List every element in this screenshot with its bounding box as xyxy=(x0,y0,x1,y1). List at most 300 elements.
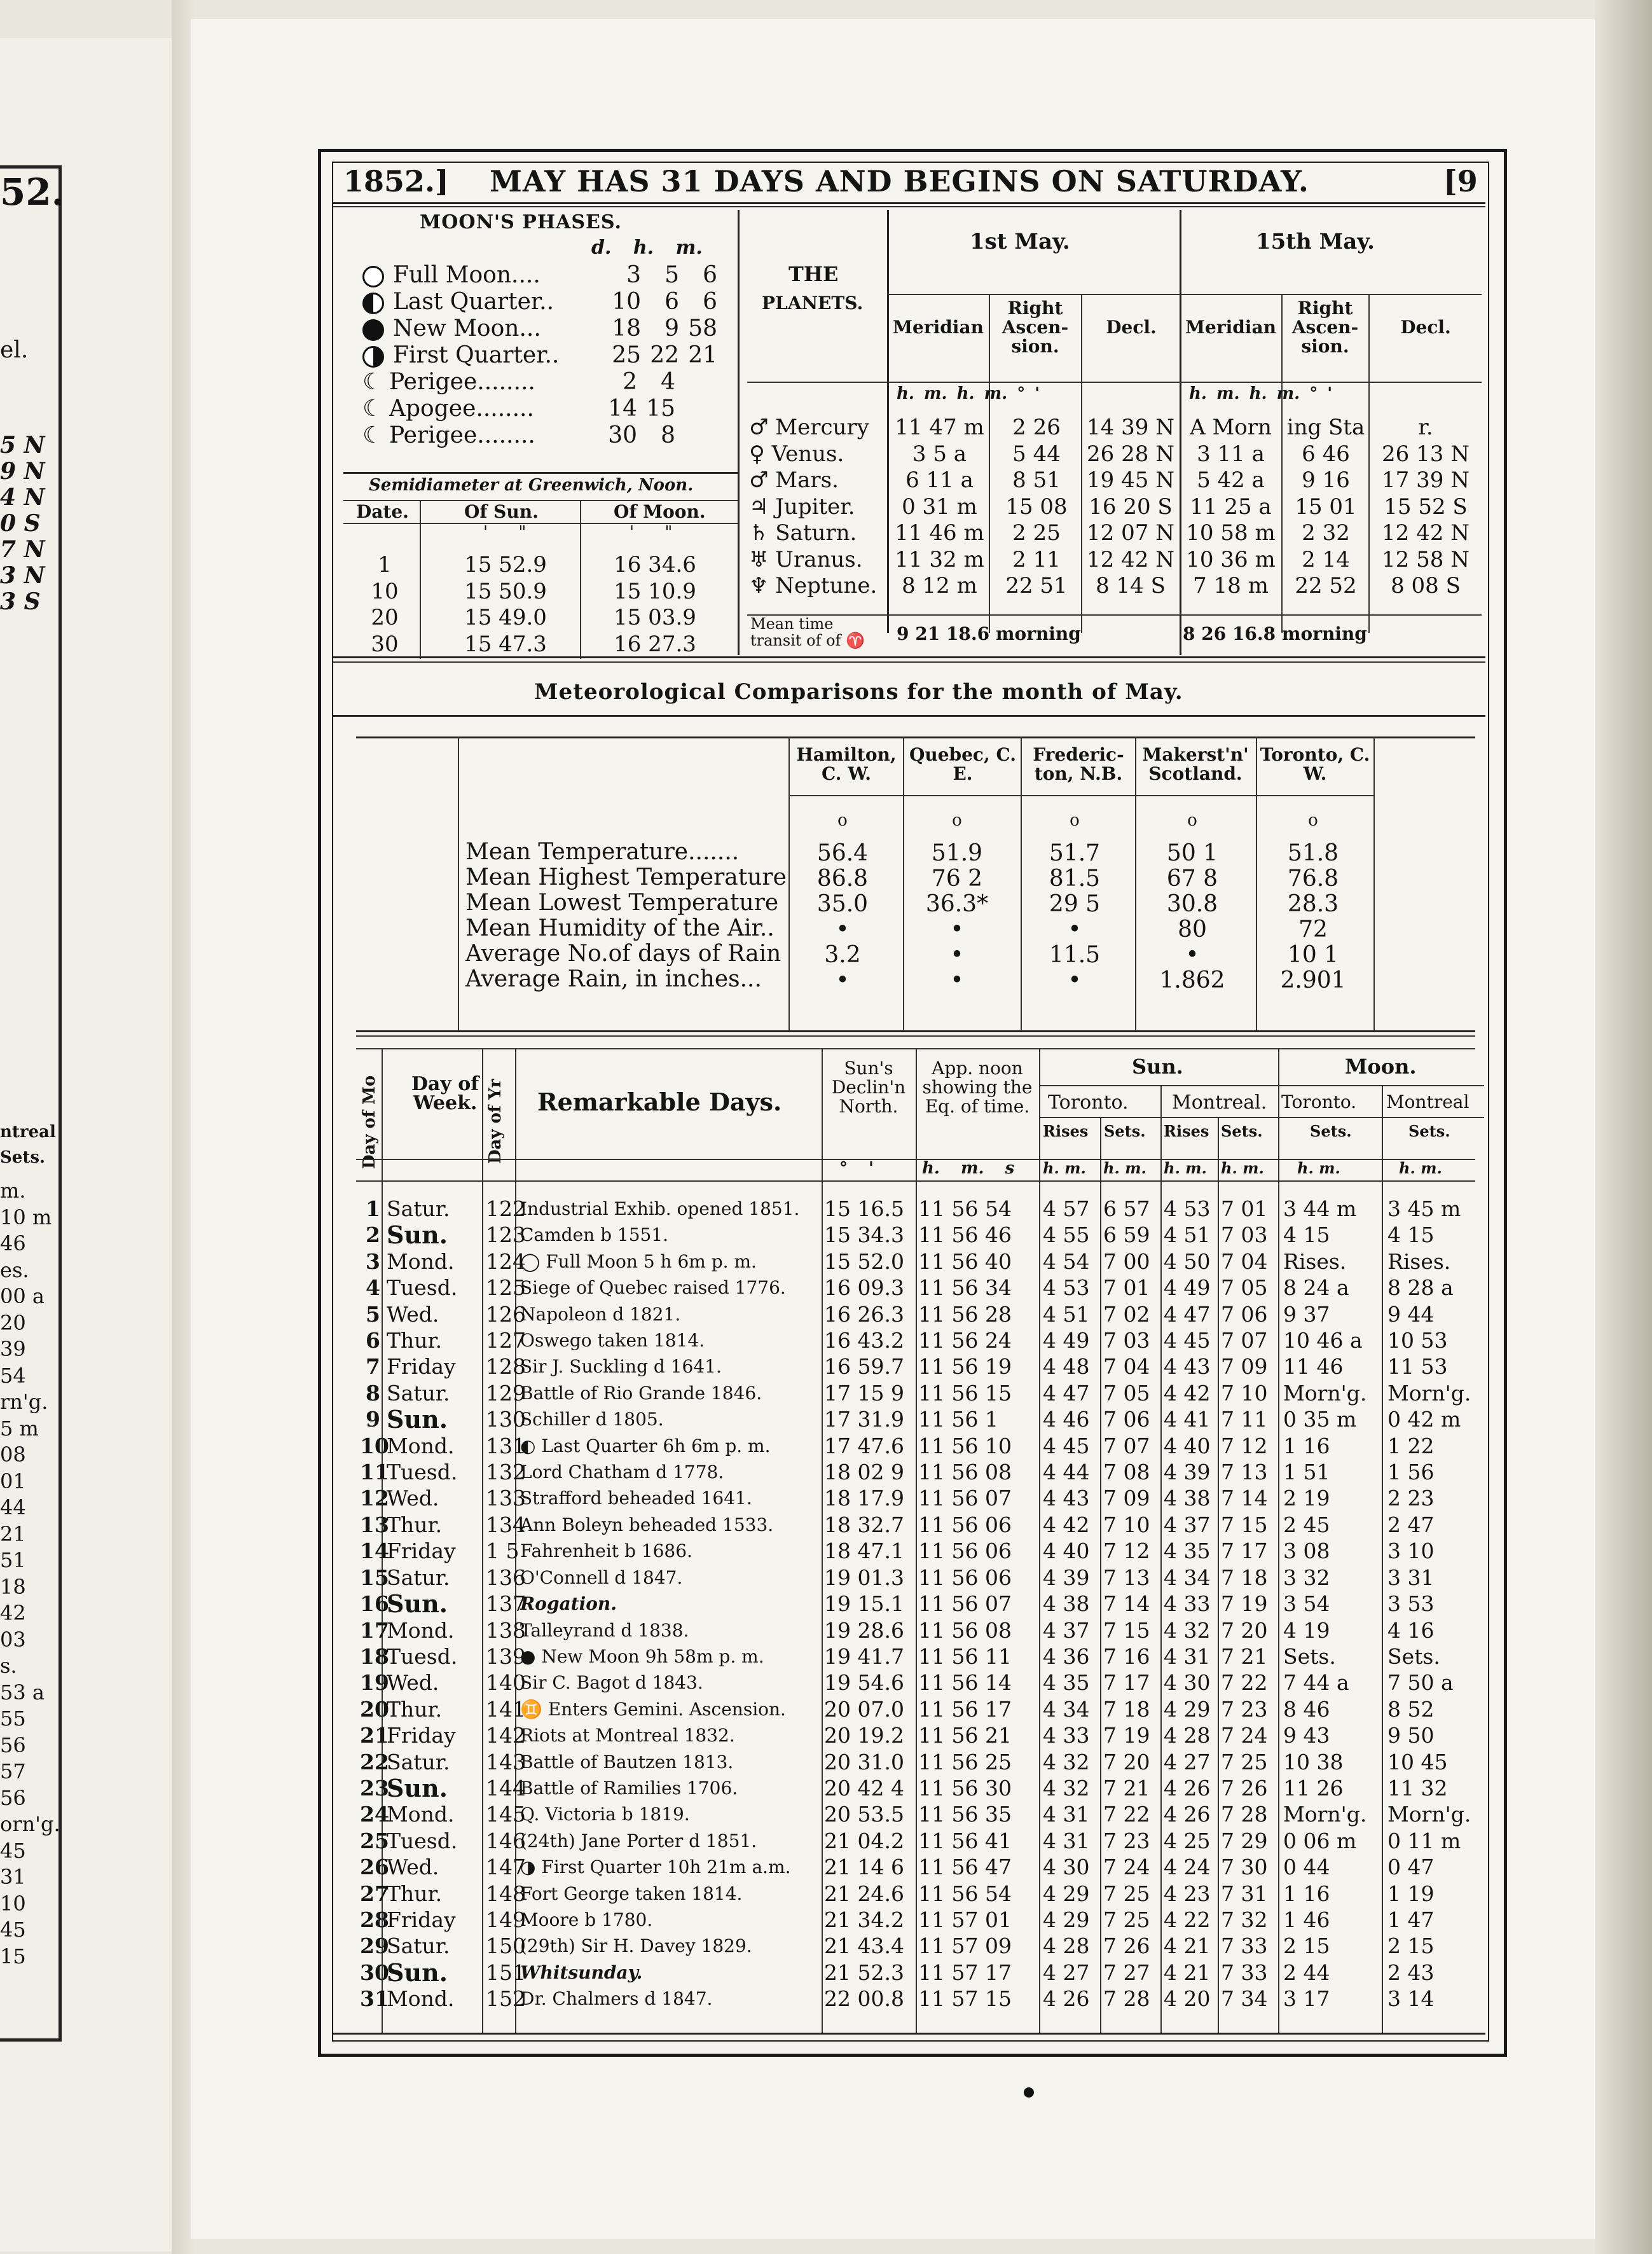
montreal-sunset: 7 33 xyxy=(1221,1933,1268,1959)
day-of-year: 144 xyxy=(486,1775,526,1801)
toronto-sunrise: 4 26 xyxy=(1043,1986,1090,2012)
day-of-month: 11 xyxy=(360,1460,389,1485)
unit-d: d. xyxy=(591,237,612,259)
divider xyxy=(1135,736,1136,1030)
day-of-year: 139 xyxy=(486,1643,526,1669)
remarkable-day: Talleyrand d 1838. xyxy=(520,1619,689,1641)
semi-sun: 15 49.0 xyxy=(464,605,547,630)
meteo-value: • xyxy=(1185,942,1199,968)
day-of-month: 2 xyxy=(366,1222,380,1248)
toronto-sunrise: 4 51 xyxy=(1043,1301,1090,1327)
left-moon-value: 31 xyxy=(0,1865,26,1889)
apparent-noon: 11 57 15 xyxy=(918,1986,1012,2012)
meteo-value: 11.5 xyxy=(1049,942,1101,968)
divider xyxy=(788,736,790,1030)
weekday: Sun. xyxy=(387,1958,448,1987)
remarkable-day: Fahrenheit b 1686. xyxy=(520,1540,692,1562)
left-decl-value: 4 N xyxy=(0,484,45,511)
planet-name: ♃ Jupiter. xyxy=(749,494,855,520)
ink-dot xyxy=(1024,2087,1034,2098)
sun-declination: 19 01.3 xyxy=(824,1565,904,1590)
day-of-year: 131 xyxy=(486,1433,526,1458)
hdr-mon-sets: Sets. xyxy=(1221,1122,1263,1140)
toronto-sunset: 7 15 xyxy=(1103,1617,1150,1643)
moon-toronto: 4 19 xyxy=(1283,1617,1330,1643)
montreal-sunrise: 4 49 xyxy=(1164,1275,1211,1301)
meteo-value: • xyxy=(950,942,964,968)
planet-value: 7 18 m xyxy=(1193,573,1269,598)
moon-toronto: 1 51 xyxy=(1283,1460,1330,1485)
moon-toronto: 3 17 xyxy=(1283,1986,1330,2012)
moon-phase-h: 5 xyxy=(664,262,679,288)
full-moon-icon xyxy=(362,266,384,287)
day-of-year: 143 xyxy=(486,1749,526,1774)
day-of-year: 126 xyxy=(486,1301,526,1327)
toronto-sunset: 7 22 xyxy=(1103,1802,1150,1827)
day-of-year: 127 xyxy=(486,1328,526,1353)
apparent-noon: 11 56 08 xyxy=(918,1617,1012,1643)
moon-phase-label: Full Moon.... xyxy=(393,262,540,288)
left-decl-value: 0 S xyxy=(0,510,41,537)
rule xyxy=(356,1030,1475,1032)
toronto-sunrise: 4 53 xyxy=(1043,1275,1090,1301)
apparent-noon: 11 57 01 xyxy=(918,1907,1012,1932)
divider xyxy=(1039,1048,1040,2034)
meteo-value: 51.7 xyxy=(1049,840,1101,866)
apparent-noon: 11 56 07 xyxy=(918,1591,1012,1617)
sun-declination: 21 14 6 xyxy=(824,1855,904,1880)
moon-phase-label: New Moon... xyxy=(393,315,541,342)
planet-decl-1 xyxy=(1082,415,1179,600)
transit-label: Mean time transit of of ♈ xyxy=(750,615,865,649)
montreal-sunrise: 4 28 xyxy=(1164,1723,1211,1748)
unit-m: m. xyxy=(675,237,703,259)
semi-sun: 15 47.3 xyxy=(464,631,547,657)
moon-phase-m: 6 xyxy=(703,289,717,315)
meteo-value: 72 xyxy=(1298,916,1328,943)
moon-phase-row xyxy=(362,369,713,396)
weekday: Friday xyxy=(387,1723,456,1748)
units-decl: ° ' xyxy=(839,1159,874,1178)
moon-montreal: 1 56 xyxy=(1387,1460,1435,1485)
toronto-sunrise: 4 33 xyxy=(1043,1723,1090,1748)
meteo-value: 86.8 xyxy=(816,866,869,892)
weekday: Sun. xyxy=(387,1220,448,1250)
sun-declination: 17 15 9 xyxy=(824,1380,904,1406)
moon-montreal: 10 53 xyxy=(1387,1328,1448,1353)
crescent-icon: ☾ xyxy=(362,369,383,395)
sun-declination: 20 31.0 xyxy=(824,1749,904,1774)
divider xyxy=(1160,1085,1162,2034)
day-of-year: 132 xyxy=(486,1460,526,1485)
toronto-sunrise: 4 46 xyxy=(1043,1407,1090,1432)
sun-declination: 20 53.5 xyxy=(824,1802,904,1827)
left-moon-value: m. xyxy=(0,1179,26,1203)
semidiameter-title: Semidiameter at Greenwich, Noon. xyxy=(369,476,694,495)
meteo-value: 50 1 xyxy=(1166,840,1218,866)
planet-name: ♄ Saturn. xyxy=(749,520,857,546)
toronto-sunrise: 4 31 xyxy=(1043,1828,1090,1853)
day-of-month: 5 xyxy=(366,1301,380,1327)
toronto-sunrise: 4 36 xyxy=(1043,1643,1090,1669)
montreal-sunrise: 4 26 xyxy=(1164,1775,1211,1801)
sun-declination: 15 34.3 xyxy=(824,1222,904,1248)
meteo-station-values xyxy=(1262,808,1364,993)
sun-declination: 19 28.6 xyxy=(824,1617,904,1643)
montreal-sunrise: 4 51 xyxy=(1164,1222,1211,1248)
hdr-moon-tor-sets: Sets. xyxy=(1310,1122,1352,1140)
divider xyxy=(1021,736,1022,1030)
meteo-value: • xyxy=(950,967,964,993)
left-moon-value: 18 xyxy=(0,1574,26,1599)
rule xyxy=(333,715,1485,717)
rule xyxy=(887,294,1482,295)
left-moon-value: 45 xyxy=(0,1838,26,1863)
meteo-label: Mean Highest Temperature xyxy=(465,864,787,890)
sub-decl-1: Decl. xyxy=(1106,317,1157,338)
toronto-sunset: 7 08 xyxy=(1103,1460,1150,1485)
moon-toronto: 7 44 a xyxy=(1283,1670,1349,1696)
rule xyxy=(333,206,1485,207)
moon-toronto: 1 16 xyxy=(1283,1881,1330,1906)
rule xyxy=(333,661,1485,663)
montreal-sunset: 7 14 xyxy=(1221,1486,1268,1511)
planet-value: 16 20 S xyxy=(1089,494,1173,520)
toronto-sunset: 7 25 xyxy=(1103,1881,1150,1906)
montreal-sunrise: 4 38 xyxy=(1164,1486,1211,1511)
day-of-month: 20 xyxy=(360,1696,389,1722)
moon-phase-d: 25 xyxy=(612,342,641,368)
montreal-sunrise: 4 37 xyxy=(1164,1512,1211,1537)
sub-meridian-1: Meridian xyxy=(893,317,984,338)
apparent-noon: 11 56 06 xyxy=(918,1512,1012,1537)
left-moon-value: 53 a xyxy=(0,1680,45,1704)
montreal-sunrise: 4 34 xyxy=(1164,1565,1211,1590)
weekday: Mond. xyxy=(387,1802,455,1827)
planet-value: 12 42 N xyxy=(1382,520,1470,546)
col-day-of-month xyxy=(360,1196,389,2012)
toronto-sunset: 7 10 xyxy=(1103,1512,1150,1537)
planet-value: 3 11 a xyxy=(1197,441,1265,467)
moon-montreal: 10 45 xyxy=(1387,1749,1448,1774)
moon-phase-d: 2 xyxy=(623,369,637,395)
apparent-noon: 11 56 10 xyxy=(918,1433,1012,1458)
apparent-noon: 11 56 46 xyxy=(918,1222,1012,1248)
moon-montreal: 8 28 a xyxy=(1387,1275,1454,1301)
remarkable-day: Oswego taken 1814. xyxy=(520,1330,705,1352)
meteo-station-values xyxy=(1024,808,1125,993)
planet-value: 2 11 xyxy=(1012,546,1061,572)
meteo-value: 76.8 xyxy=(1287,866,1339,892)
toronto-sunrise: 4 43 xyxy=(1043,1486,1090,1511)
semi-date: 10 xyxy=(371,578,399,604)
apparent-noon: 11 56 35 xyxy=(918,1802,1012,1827)
moon-phase-row xyxy=(362,289,717,315)
planet-name: ♂ Mercury xyxy=(749,415,869,440)
sun-declination: 20 19.2 xyxy=(824,1723,904,1748)
sun-declination: 17 47.6 xyxy=(824,1433,904,1458)
planet-value: 8 51 xyxy=(1012,467,1061,493)
meteo-value: • xyxy=(1068,916,1082,943)
meteo-value: 29 5 xyxy=(1049,891,1101,917)
left-moon-value: rn'g. xyxy=(0,1390,48,1414)
montreal-sunrise: 4 53 xyxy=(1164,1196,1211,1221)
units-moon-mon: h. m. xyxy=(1399,1159,1442,1177)
weekday: Tuesd. xyxy=(387,1460,458,1485)
hdr-moon-toronto: Toronto. xyxy=(1281,1091,1357,1112)
planet-value: A Morn xyxy=(1190,415,1272,440)
toronto-sunset: 7 14 xyxy=(1103,1591,1150,1617)
left-moon-value: 15 xyxy=(0,1944,26,1968)
planet-value: 2 26 xyxy=(1012,415,1061,440)
semi-moon: 15 03.9 xyxy=(614,605,696,630)
day-of-month: 16 xyxy=(360,1591,389,1617)
left-decl-value: 9 N xyxy=(0,458,45,485)
crescent-icon: ☾ xyxy=(362,396,383,422)
montreal-sunset: 7 23 xyxy=(1221,1696,1268,1722)
toronto-sunset: 7 02 xyxy=(1103,1301,1150,1327)
toronto-sunset: 7 01 xyxy=(1103,1275,1150,1301)
col-moon-montreal xyxy=(1387,1196,1471,2012)
montreal-sunset: 7 07 xyxy=(1221,1328,1268,1353)
hdr-remarkable-days: Remarkable Days. xyxy=(537,1088,782,1116)
semi-date: 30 xyxy=(371,631,399,657)
day-of-month: 7 xyxy=(366,1354,380,1379)
toronto-sunrise: 4 55 xyxy=(1043,1222,1090,1248)
moon-phase-d: 10 xyxy=(612,289,641,315)
sun-declination: 16 09.3 xyxy=(824,1275,904,1301)
apparent-noon: 11 56 15 xyxy=(918,1380,1012,1406)
moon-phase-row xyxy=(362,342,717,369)
montreal-sunset: 7 28 xyxy=(1221,1802,1268,1827)
planet-value: 12 07 N xyxy=(1087,520,1174,546)
moon-toronto: 2 19 xyxy=(1283,1486,1330,1511)
station-hamilton: Hamilton, C. W. xyxy=(796,744,897,784)
planet-value: 8 12 m xyxy=(902,573,977,598)
day-of-year: 150 xyxy=(486,1933,526,1959)
page-title: MAY HAS 31 DAYS AND BEGINS ON SATURDAY. xyxy=(490,164,1309,198)
toronto-sunset: 7 06 xyxy=(1103,1407,1150,1432)
montreal-sunset: 7 22 xyxy=(1221,1670,1268,1696)
left-moon-value: 21 xyxy=(0,1521,26,1546)
meteo-value: • xyxy=(950,916,964,943)
left-moon-value: 20 xyxy=(0,1310,26,1335)
divider xyxy=(482,1048,483,2034)
moon-toronto: 2 45 xyxy=(1283,1512,1330,1537)
moon-toronto: 0 44 xyxy=(1283,1855,1330,1880)
day-of-year: 148 xyxy=(486,1881,526,1906)
day-of-month: 9 xyxy=(366,1407,380,1432)
planet-name: ♅ Uranus. xyxy=(749,546,863,572)
weekday: Sun. xyxy=(387,1589,448,1619)
moon-toronto: 10 38 xyxy=(1283,1749,1344,1774)
semi-date: 1 xyxy=(378,552,392,577)
weekday: Tuesd. xyxy=(387,1828,458,1853)
toronto-sunrise: 4 37 xyxy=(1043,1617,1090,1643)
rule xyxy=(356,1035,1475,1037)
toronto-sunset: 7 07 xyxy=(1103,1433,1150,1458)
remarkable-day: (29th) Sir H. Davey 1829. xyxy=(520,1935,752,1957)
station-quebec: Quebec, C. E. xyxy=(909,744,1017,784)
planet-value: 6 46 xyxy=(1302,441,1350,467)
degree-mark: o xyxy=(1308,811,1318,830)
day-of-year: 124 xyxy=(486,1248,526,1274)
meteo-value: 3.2 xyxy=(824,942,861,968)
apparent-noon: 11 56 30 xyxy=(918,1775,1012,1801)
semi-moon-column xyxy=(595,552,715,658)
day-of-month: 1 xyxy=(366,1196,380,1221)
moon-toronto: 4 15 xyxy=(1283,1222,1330,1248)
planet-value: 5 44 xyxy=(1012,441,1061,467)
sun-declination: 16 59.7 xyxy=(824,1354,904,1379)
montreal-sunset: 7 01 xyxy=(1221,1196,1268,1221)
toronto-sunrise: 4 47 xyxy=(1043,1380,1090,1406)
day-of-year: 130 xyxy=(486,1407,526,1432)
day-of-year: 1 5 xyxy=(486,1538,520,1564)
left-moon-value: 51 xyxy=(0,1548,26,1572)
montreal-sunset: 7 20 xyxy=(1221,1617,1268,1643)
sun-declination: 15 52.0 xyxy=(824,1248,904,1274)
col-montreal-sets xyxy=(1221,1196,1267,2012)
moon-montreal: 7 50 a xyxy=(1387,1670,1454,1696)
hdr-tor-rises: Rises xyxy=(1043,1122,1089,1140)
moon-phase-row xyxy=(362,315,717,342)
weekday: Sun. xyxy=(387,1405,448,1434)
sun-declination: 20 07.0 xyxy=(824,1696,904,1722)
montreal-sunrise: 4 42 xyxy=(1164,1380,1211,1406)
apparent-noon: 11 56 08 xyxy=(918,1460,1012,1485)
day-of-month: 27 xyxy=(360,1881,389,1906)
divider xyxy=(887,210,889,633)
planet-name: ♂ Mars. xyxy=(749,467,839,493)
planet-value: 22 51 xyxy=(1005,573,1068,598)
toronto-sunrise: 4 39 xyxy=(1043,1565,1090,1590)
units-moon-tor: h. m. xyxy=(1297,1159,1340,1177)
remarkable-day: Riots at Montreal 1832. xyxy=(520,1725,735,1746)
sun-declination: 21 24.6 xyxy=(824,1881,904,1906)
planet-value: 11 25 a xyxy=(1190,494,1272,520)
weekday: Wed. xyxy=(387,1486,439,1511)
left-moon-value: es. xyxy=(0,1257,29,1282)
hdr-sun-toronto: Toronto. xyxy=(1048,1091,1129,1114)
toronto-sunrise: 4 42 xyxy=(1043,1512,1090,1537)
hdr-moon-montreal: Montreal xyxy=(1386,1091,1470,1112)
sun-declination: 22 00.8 xyxy=(824,1986,904,2012)
left-moon-value: 39 xyxy=(0,1337,26,1361)
left-moon-value: 00 a xyxy=(0,1284,45,1308)
rule xyxy=(1039,1085,1484,1086)
day-of-year: 140 xyxy=(486,1670,526,1696)
units-mon-sets: h. m. xyxy=(1221,1159,1264,1177)
degree-mark: o xyxy=(1187,811,1197,830)
sun-declination: 17 31.9 xyxy=(824,1407,904,1432)
toronto-sunrise: 4 54 xyxy=(1043,1248,1090,1274)
weekday: Friday xyxy=(387,1907,456,1932)
montreal-sunset: 7 12 xyxy=(1221,1433,1268,1458)
day-of-year: 122 xyxy=(486,1196,526,1221)
montreal-sunrise: 4 21 xyxy=(1164,1960,1211,1985)
montreal-sunset: 7 26 xyxy=(1221,1775,1268,1801)
day-of-month: 28 xyxy=(360,1907,389,1932)
moon-phase-h: 15 xyxy=(646,396,675,422)
semi-moon: 15 10.9 xyxy=(614,578,696,604)
moon-montreal: 2 47 xyxy=(1387,1512,1435,1537)
toronto-sunset: 7 21 xyxy=(1103,1775,1150,1801)
toronto-sunrise: 4 28 xyxy=(1043,1933,1090,1959)
moon-montreal: 2 43 xyxy=(1387,1960,1435,1985)
left-decl-value: 3 N xyxy=(0,562,45,589)
planet-value: 26 28 N xyxy=(1087,441,1174,467)
toronto-sunset: 7 16 xyxy=(1103,1643,1150,1669)
toronto-sunset: 6 59 xyxy=(1103,1222,1150,1248)
planet-value: 8 08 S xyxy=(1391,573,1461,598)
moon-phase-h: 9 xyxy=(664,315,679,342)
remarkable-day: Whitsunday. xyxy=(520,1961,643,1983)
montreal-sunset: 7 13 xyxy=(1221,1460,1268,1485)
montreal-sunrise: 4 41 xyxy=(1164,1407,1211,1432)
day-of-month: 29 xyxy=(360,1933,389,1959)
hdr-tor-sets: Sets. xyxy=(1104,1122,1146,1140)
units-noon: h. m. s xyxy=(922,1159,1015,1178)
col-montreal-rises xyxy=(1164,1196,1210,2012)
meteo-value: • xyxy=(836,967,850,993)
apparent-noon: 11 56 24 xyxy=(918,1328,1012,1353)
day-of-month: 22 xyxy=(360,1749,389,1774)
weekday: Mond. xyxy=(387,1248,455,1274)
year-label: 1852.] xyxy=(343,164,449,198)
day-of-year: 125 xyxy=(486,1275,526,1301)
moon-phase-d: 3 xyxy=(626,262,641,288)
meteo-labels xyxy=(465,840,787,992)
toronto-sunset: 7 23 xyxy=(1103,1828,1150,1853)
col-toronto-sets xyxy=(1103,1196,1150,2012)
left-moon-value: 57 xyxy=(0,1759,26,1783)
meteo-value: 35.0 xyxy=(816,891,869,917)
moon-phase-d: 14 xyxy=(608,396,637,422)
planet-value: 14 39 N xyxy=(1087,415,1174,440)
weekday: Mond. xyxy=(387,1617,455,1643)
remarkable-day: Battle of Rio Grande 1846. xyxy=(520,1382,762,1404)
left-moon-value: 54 xyxy=(0,1363,26,1388)
moon-phase-h: 8 xyxy=(661,422,675,448)
divider xyxy=(1218,1117,1219,2034)
remarkable-day: Battle of Ramilies 1706. xyxy=(520,1777,738,1799)
last-quarter-icon xyxy=(362,293,384,314)
apparent-noon: 11 56 06 xyxy=(918,1538,1012,1564)
apparent-noon: 11 56 19 xyxy=(918,1354,1012,1379)
remarkable-day: Strafford beheaded 1641. xyxy=(520,1488,752,1509)
remarkable-day: Siege of Quebec raised 1776. xyxy=(520,1277,786,1299)
day-of-month: 17 xyxy=(360,1617,389,1643)
meteo-station-values xyxy=(792,808,893,993)
left-moon-value: 5 m xyxy=(0,1416,39,1441)
weekday: Thur. xyxy=(387,1696,443,1722)
toronto-sunrise: 4 45 xyxy=(1043,1433,1090,1458)
left-decl-value: 5 N xyxy=(0,432,45,459)
moon-toronto: 2 44 xyxy=(1283,1960,1330,1985)
station-fredericton: Frederic-ton, N.B. xyxy=(1033,744,1124,784)
toronto-sunset: 7 12 xyxy=(1103,1538,1150,1564)
rule xyxy=(788,795,1373,796)
sun-declination: 21 43.4 xyxy=(824,1933,904,1959)
moon-montreal: Morn'g. xyxy=(1387,1802,1471,1827)
remarkable-day: Dr. Chalmers d 1847. xyxy=(520,1988,713,2010)
moon-toronto: 3 44 m xyxy=(1283,1196,1357,1221)
toronto-sunset: 7 20 xyxy=(1103,1749,1150,1774)
montreal-sunrise: 4 27 xyxy=(1164,1749,1211,1774)
day-of-month: 14 xyxy=(360,1538,389,1564)
moon-montreal: 4 16 xyxy=(1387,1617,1435,1643)
